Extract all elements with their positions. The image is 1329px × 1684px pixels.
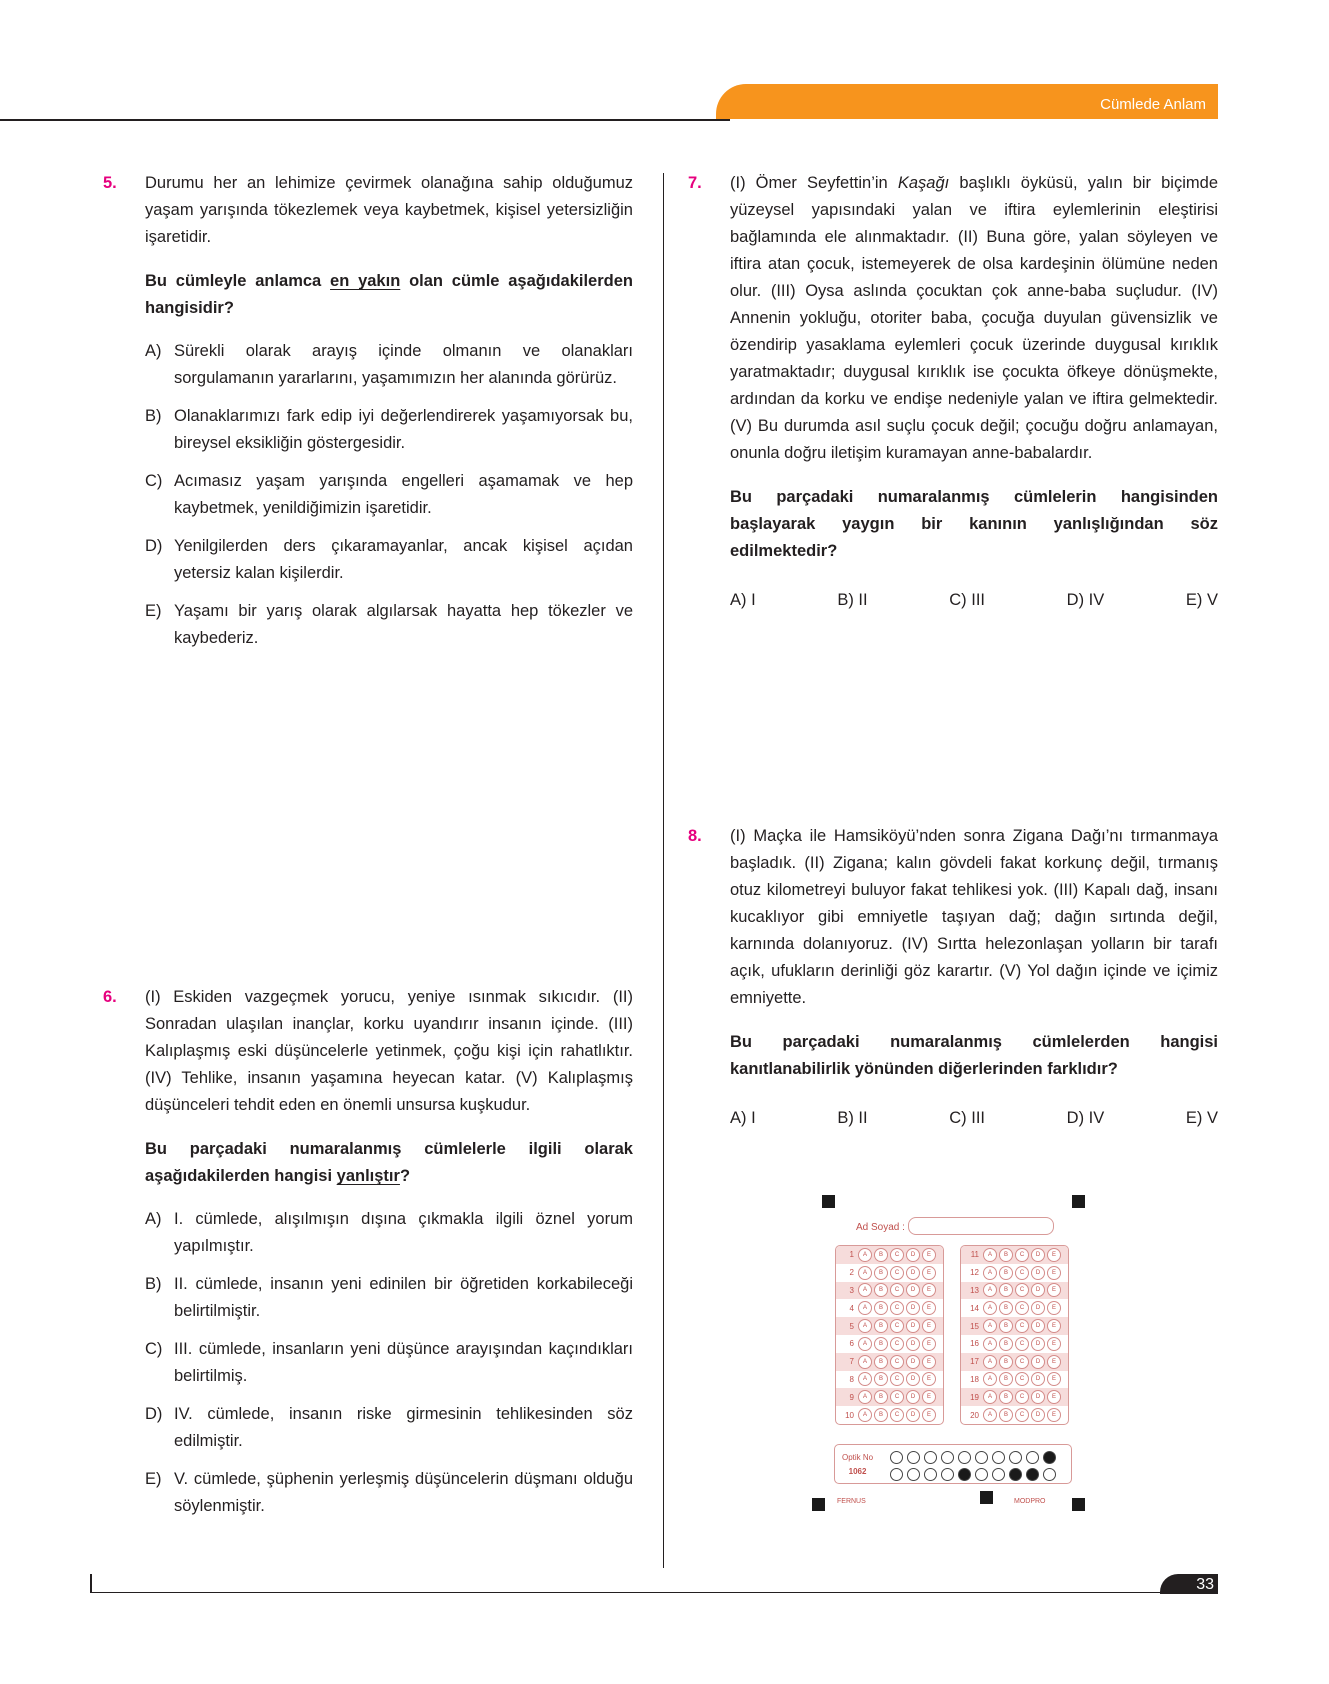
optik-bubble-empty[interactable] [958, 1451, 971, 1464]
optical-answer-form [818, 1195, 1078, 1515]
option-text: III. cümlede, insanların yeni düşünce arayışından kaçındıkları belirtilmiş. [174, 1340, 633, 1385]
form-answer-bubble[interactable]: C [1015, 1319, 1029, 1333]
form-answer-bubble[interactable]: C [890, 1266, 904, 1280]
optik-bubble-row [890, 1449, 1060, 1466]
form-answer-bubble[interactable]: E [922, 1372, 936, 1386]
form-question-number: 19 [970, 1392, 979, 1402]
form-answer-bubble[interactable]: D [906, 1390, 920, 1404]
option-letter: C) [145, 472, 163, 490]
option-text: I. cümlede, alışılmışın dışına çıkmakla ilgili öznel yorum yapılmıştır. [174, 1210, 633, 1255]
form-answer-bubble[interactable]: E [1047, 1337, 1061, 1351]
question-number: 7. [688, 174, 702, 192]
form-answer-row [961, 1246, 1068, 1264]
question-stem: (I) Maçka ile Hamsiköyü’nden sonra Zigana Dağı’nı tırmanmaya başladık. (II) Zigana; kalın gövdeli fakat korkunç değil, tırmanış otuz kilometreyi buluyor fakat tehlikesi yok. (III) Kapalı dağ, insanı kucaklıyor gibi emniyetle taşıyan dağ; dağın sırtında değil, karnında dolanıyoruz. (IV) Sırtta helezonlaşan yolların bir tarafı açık, ufukların derinliği göz karartır. (V) Yol dağın içinde ve içimiz emniyette. [730, 827, 1218, 1007]
form-corner-mark [812, 1498, 825, 1511]
form-answer-bubble[interactable]: D [1031, 1283, 1045, 1297]
form-answer-bubble[interactable]: C [890, 1355, 904, 1369]
optik-bubble-empty[interactable] [941, 1468, 954, 1481]
form-answer-bubble[interactable]: D [1031, 1355, 1045, 1369]
question-5 [103, 170, 633, 663]
form-answer-bubble[interactable]: D [906, 1337, 920, 1351]
optik-bubble-filled[interactable] [1026, 1468, 1039, 1481]
form-answer-bubble[interactable]: A [983, 1337, 997, 1351]
option-text: Yaşamı bir yarış olarak algılarsak hayatta hep tökezler ve kaybederiz. [174, 602, 633, 647]
form-question-number: 9 [849, 1392, 854, 1402]
form-answer-bubble[interactable]: C [890, 1337, 904, 1351]
form-answer-bubble[interactable]: B [999, 1248, 1013, 1262]
form-answer-row [836, 1282, 943, 1300]
form-answer-bubble[interactable]: C [1015, 1266, 1029, 1280]
option-d[interactable] [145, 533, 633, 587]
form-name-label: Ad Soyad : [856, 1222, 905, 1233]
form-answer-bubble[interactable]: C [1015, 1372, 1029, 1386]
prompt-part: Bu parçadaki numaralanmış cümlelerle ilgili olarak aşağıdakilerden hangisi [145, 1140, 633, 1185]
form-answer-bubble[interactable]: B [999, 1408, 1013, 1422]
question-7 [688, 170, 1218, 614]
question-6 [103, 984, 633, 1531]
optik-bubble-empty[interactable] [890, 1451, 903, 1464]
form-question-number: 12 [970, 1268, 979, 1278]
form-answer-bubble[interactable]: D [906, 1248, 920, 1262]
form-answer-bubble[interactable]: D [1031, 1248, 1045, 1262]
form-question-number: 3 [849, 1285, 854, 1295]
form-answer-row [836, 1317, 943, 1335]
form-optik-label [842, 1451, 873, 1479]
prompt-part: Bu cümleyle anlamca [145, 272, 331, 290]
optik-bubble-empty[interactable] [1043, 1468, 1056, 1481]
form-answer-bubble[interactable]: B [874, 1372, 888, 1386]
form-question-number: 10 [845, 1410, 854, 1420]
option-letter: B) [145, 407, 162, 425]
form-answer-bubble[interactable]: E [1047, 1319, 1061, 1333]
option-e[interactable]: E) V [1185, 591, 1218, 609]
footer-rule [90, 1592, 1218, 1593]
form-question-number: 1 [849, 1250, 854, 1260]
option-letter: C) [145, 1340, 163, 1358]
form-answer-bubble[interactable]: C [1015, 1248, 1029, 1262]
form-answer-bubble[interactable]: B [874, 1390, 888, 1404]
form-corner-mark [1072, 1498, 1085, 1511]
form-answer-column-1 [835, 1245, 944, 1425]
form-answer-bubble[interactable]: C [1015, 1355, 1029, 1369]
option-c[interactable]: C) III [949, 1109, 985, 1127]
form-answer-row [836, 1264, 943, 1282]
optik-bubble-empty[interactable] [992, 1468, 1005, 1481]
form-answer-bubble[interactable]: C [890, 1390, 904, 1404]
optik-bubble-empty[interactable] [975, 1468, 988, 1481]
form-answer-bubble[interactable]: A [858, 1372, 872, 1386]
form-answer-bubble[interactable]: A [983, 1372, 997, 1386]
form-answer-bubble[interactable]: D [1031, 1390, 1045, 1404]
form-answer-bubble[interactable]: C [1015, 1301, 1029, 1315]
optik-bubble-empty[interactable] [924, 1451, 937, 1464]
form-answer-bubble[interactable]: D [1031, 1319, 1045, 1333]
form-question-number: 4 [849, 1303, 854, 1313]
form-answer-row [961, 1282, 1068, 1300]
form-answer-bubble[interactable]: E [922, 1319, 936, 1333]
form-answer-bubble[interactable]: D [906, 1372, 920, 1386]
form-answer-bubble[interactable]: B [999, 1355, 1013, 1369]
form-answer-row [961, 1264, 1068, 1282]
form-answer-row [961, 1317, 1068, 1335]
option-c[interactable] [145, 468, 633, 522]
form-question-number: 16 [970, 1339, 979, 1349]
option-a[interactable]: A) I [730, 591, 756, 609]
form-name-field[interactable] [908, 1217, 1054, 1235]
form-answer-bubble[interactable]: B [874, 1408, 888, 1422]
section-header-tab [716, 84, 1218, 119]
form-answer-bubble[interactable]: D [906, 1266, 920, 1280]
option-letter: B) [145, 1275, 162, 1293]
form-question-number: 11 [970, 1250, 979, 1260]
form-answer-bubble[interactable]: E [922, 1408, 936, 1422]
form-answer-bubble[interactable]: E [1047, 1266, 1061, 1280]
form-answer-row [836, 1335, 943, 1353]
options-list [145, 338, 633, 652]
form-question-number: 14 [970, 1303, 979, 1313]
option-letter: D) [145, 1405, 163, 1423]
form-answer-row [961, 1371, 1068, 1389]
optik-bubble-filled[interactable] [1009, 1468, 1022, 1481]
form-corner-mark [1072, 1195, 1085, 1208]
form-answer-bubble[interactable]: D [906, 1301, 920, 1315]
form-answer-row [836, 1353, 943, 1371]
option-text: IV. cümlede, insanın riske girmesinin tehlikesinden söz edilmiştir. [174, 1405, 633, 1450]
question-number: 6. [103, 988, 117, 1006]
form-answer-bubble[interactable]: C [890, 1319, 904, 1333]
form-answer-row [961, 1406, 1068, 1424]
optik-bubble-empty[interactable] [907, 1451, 920, 1464]
form-answer-bubble[interactable]: E [922, 1301, 936, 1315]
form-answer-bubble[interactable]: B [874, 1319, 888, 1333]
optik-bubble-empty[interactable] [1026, 1451, 1039, 1464]
form-answer-bubble[interactable]: C [1015, 1283, 1029, 1297]
options-row [730, 587, 1218, 614]
question-stem: Durumu her an lehimize çevirmek olanağına sahip olduğumuz yaşam yarışında tökezlemek veya kaybetmek, kişisel yetersizliğin işaretidir. [145, 174, 633, 246]
stem-part: başlıklı öyküsü, yalın bir biçimde yüzeysel yapısındaki yalan ve iftira eylemlerinin eleştirisi bağlamında ele alınmaktadır. (II) Buna göre, yalan söyleyen ve iftira atan çocuk, istemeyerek de olsa kardeşinin ölümüne neden olur. (III) Oysa aslında çocuktan çok anne-baba suçludur. (IV) Annenin yokluğu, otoriter baba, çocuğa duyulan güvensizlik ve özendirip yasaklama eylemleri çocuk üzerinde duygusal kırıklık yaratmaktadır; duygusal kırıklık ise çocukta öfkeye dönüşmekte, ardından da korku ve endişe nedeniyle yalan ve iftira gelmektedir. (V) Bu durumda asıl suçlu çocuk değil; çocuğu doğru anlamayan, onunla doğru iletişim kuramayan anne-babalardır. [730, 174, 1218, 462]
optik-bubble-filled[interactable] [958, 1468, 971, 1481]
question-prompt: Bu parçadaki numaralanmış cümlelerden hangisi kanıtlanabilirlik yönünden diğerlerinden farklıdır? [730, 1033, 1218, 1078]
question-number: 8. [688, 827, 702, 845]
form-question-number: 13 [970, 1285, 979, 1295]
form-answer-bubble[interactable]: D [906, 1408, 920, 1422]
form-brand-left: FERNUS [837, 1498, 866, 1505]
section-title: Cümlede Anlam [1100, 96, 1206, 113]
form-answer-bubble[interactable]: A [858, 1408, 872, 1422]
optik-bubble-empty[interactable] [924, 1468, 937, 1481]
stem-part: (I) Ömer Seyfettin’in [730, 174, 898, 192]
form-answer-row [836, 1388, 943, 1406]
form-answer-bubble[interactable]: E [1047, 1408, 1061, 1422]
form-answer-row [836, 1246, 943, 1264]
option-d[interactable]: D) IV [1066, 591, 1105, 609]
form-answer-bubble[interactable]: C [890, 1283, 904, 1297]
header-rule [0, 119, 730, 121]
option-d[interactable] [145, 1401, 633, 1455]
optik-bubbles [890, 1449, 1060, 1483]
option-letter: E) [145, 602, 162, 620]
option-c[interactable] [145, 1336, 633, 1390]
option-b[interactable]: B) II [837, 591, 868, 609]
form-answer-row [961, 1335, 1068, 1353]
story-title: Kaşağı [897, 174, 950, 192]
column-divider [663, 173, 664, 1568]
form-answer-bubble[interactable]: B [874, 1337, 888, 1351]
form-question-number: 2 [849, 1268, 854, 1278]
form-answer-bubble[interactable]: A [858, 1266, 872, 1280]
option-letter: E) [145, 1470, 162, 1488]
optik-bubble-empty[interactable] [975, 1451, 988, 1464]
form-answer-bubble[interactable]: D [1031, 1301, 1045, 1315]
question-8 [688, 823, 1218, 1132]
form-answer-bubble[interactable]: B [874, 1301, 888, 1315]
form-answer-bubble[interactable]: A [983, 1283, 997, 1297]
form-answer-bubble[interactable]: A [983, 1266, 997, 1280]
form-answer-bubble[interactable]: B [874, 1266, 888, 1280]
form-answer-bubble[interactable]: A [858, 1283, 872, 1297]
form-question-number: 8 [849, 1374, 854, 1384]
option-a[interactable] [145, 338, 633, 392]
option-text: Sürekli olarak arayış içinde olmanın ve olanakları sorgulamanın yararlarını, yaşamımızın her alanında görürüz. [174, 342, 633, 387]
option-text: Acımasız yaşam yarışında engelleri aşamamak ve hep kaybetmek, yenildiğimizin işaretidir. [174, 472, 633, 517]
form-answer-bubble[interactable]: A [858, 1390, 872, 1404]
form-answer-bubble[interactable]: E [1047, 1248, 1061, 1262]
form-question-number: 6 [849, 1339, 854, 1349]
form-answer-bubble[interactable]: A [983, 1355, 997, 1369]
form-answer-bubble[interactable]: B [874, 1248, 888, 1262]
option-text: Olanaklarımızı fark edip iyi değerlendirerek yaşamıyorsak bu, bireysel eksikliğin göstergesidir. [174, 407, 633, 452]
form-answer-bubble[interactable]: A [858, 1337, 872, 1351]
form-answer-bubble[interactable]: A [983, 1408, 997, 1422]
option-b[interactable] [145, 1271, 633, 1325]
form-answer-column-2 [960, 1245, 1069, 1425]
form-answer-bubble[interactable]: E [922, 1390, 936, 1404]
form-optik-box [834, 1444, 1072, 1484]
optik-number: 1062 [848, 1467, 867, 1476]
prompt-part: ? [399, 1167, 411, 1185]
option-b[interactable]: B) II [837, 1109, 868, 1127]
options-list [145, 1206, 633, 1520]
form-answer-bubble[interactable]: D [906, 1283, 920, 1297]
option-a[interactable]: A) I [730, 1109, 756, 1127]
form-answer-bubble[interactable]: C [1015, 1390, 1029, 1404]
form-question-number: 15 [970, 1321, 979, 1331]
form-answer-bubble[interactable]: E [1047, 1372, 1061, 1386]
form-answer-bubble[interactable]: C [890, 1372, 904, 1386]
optik-bubble-filled[interactable] [1043, 1451, 1056, 1464]
form-answer-bubble[interactable]: C [890, 1408, 904, 1422]
form-answer-row [961, 1388, 1068, 1406]
form-answer-bubble[interactable]: C [1015, 1408, 1029, 1422]
form-answer-bubble[interactable]: C [890, 1248, 904, 1262]
form-answer-bubble[interactable]: A [858, 1355, 872, 1369]
question-stem [730, 170, 1218, 467]
optik-bubble-row [890, 1466, 1060, 1483]
form-answer-bubble[interactable]: D [906, 1355, 920, 1369]
form-answer-bubble[interactable]: D [1031, 1266, 1045, 1280]
form-corner-mark [822, 1195, 835, 1208]
prompt-underlined: en yakın [330, 272, 401, 290]
form-answer-bubble[interactable]: D [1031, 1372, 1045, 1386]
option-text: Yenilgilerden ders çıkaramayanlar, ancak kişisel açıdan yetersiz kalan kişilerdir. [174, 537, 633, 582]
footer-tick [90, 1574, 92, 1593]
option-c[interactable]: C) III [949, 591, 985, 609]
form-question-number: 7 [849, 1357, 854, 1367]
form-answer-bubble[interactable]: B [999, 1390, 1013, 1404]
form-answer-bubble[interactable]: A [858, 1248, 872, 1262]
form-answer-bubble[interactable]: B [999, 1337, 1013, 1351]
form-answer-bubble[interactable]: E [922, 1248, 936, 1262]
question-prompt [145, 268, 633, 322]
form-answer-bubble[interactable]: B [874, 1283, 888, 1297]
form-answer-row [836, 1299, 943, 1317]
form-answer-bubble[interactable]: E [922, 1355, 936, 1369]
prompt-part: olan cümle aşağıdakilerden hangisidir? [145, 272, 633, 317]
option-b[interactable] [145, 403, 633, 457]
form-brand-right: MODPRO [1014, 1498, 1046, 1505]
option-text: V. cümlede, şüphenin yerleşmiş düşüncelerin düşmanı olduğu söylenmiştir. [174, 1470, 633, 1515]
option-text: II. cümlede, insanın yeni edinilen bir öğretiden korkabileceği belirtilmiştir. [174, 1275, 633, 1320]
optik-bubble-empty[interactable] [941, 1451, 954, 1464]
form-answer-row [836, 1406, 943, 1424]
question-stem: (I) Eskiden vazgeçmek yorucu, yeniye ısınmak sıkıcıdır. (II) Sonradan ulaşılan inançlar, korku uyandırır insanın içinde. (III) Kalıplaşmış eski düşüncelerle yetinmek, çoğu kişi için rahatlıktır. (IV) Tehlike, insanın yaşamına heyecan katar. (V) Kalıplaşmış düşünceleri tehdit eden en önemli unsursa kuşkudur. [145, 988, 633, 1114]
question-prompt [145, 1136, 633, 1190]
option-e[interactable] [145, 598, 633, 652]
form-answer-bubble[interactable]: B [999, 1319, 1013, 1333]
form-answer-bubble[interactable]: A [983, 1390, 997, 1404]
form-answer-row [961, 1299, 1068, 1317]
option-letter: A) [145, 342, 162, 360]
form-question-number: 20 [970, 1410, 979, 1420]
option-e[interactable]: E) V [1185, 1109, 1218, 1127]
form-answer-bubble[interactable]: C [1015, 1337, 1029, 1351]
form-answer-bubble[interactable]: D [1031, 1408, 1045, 1422]
form-question-number: 17 [970, 1357, 979, 1367]
form-answer-bubble[interactable]: E [922, 1266, 936, 1280]
option-e[interactable] [145, 1466, 633, 1520]
optik-bubble-empty[interactable] [992, 1451, 1005, 1464]
form-corner-mark [980, 1491, 993, 1504]
question-number: 5. [103, 174, 117, 192]
form-answer-bubble[interactable]: D [1031, 1337, 1045, 1351]
form-answer-bubble[interactable]: A [983, 1301, 997, 1315]
optik-bubble-empty[interactable] [907, 1468, 920, 1481]
form-answer-row [836, 1371, 943, 1389]
form-answer-bubble[interactable]: B [999, 1283, 1013, 1297]
option-d[interactable]: D) IV [1066, 1109, 1105, 1127]
form-answer-bubble[interactable]: A [983, 1319, 997, 1333]
prompt-underlined: yanlıştır [336, 1167, 400, 1185]
form-question-number: 5 [849, 1321, 854, 1331]
optik-bubble-empty[interactable] [890, 1468, 903, 1481]
form-answer-bubble[interactable]: D [906, 1319, 920, 1333]
option-letter: A) [145, 1210, 162, 1228]
form-answer-bubble[interactable]: E [1047, 1301, 1061, 1315]
form-answer-bubble[interactable]: A [858, 1301, 872, 1315]
form-answer-bubble[interactable]: E [1047, 1355, 1061, 1369]
question-prompt: Bu parçadaki numaralanmış cümlelerin hangisinden başlayarak yaygın bir kanının yanlışlığından söz edilmektedir? [730, 488, 1218, 560]
page-number: 33 [1160, 1574, 1218, 1594]
form-answer-row [961, 1353, 1068, 1371]
option-a[interactable] [145, 1206, 633, 1260]
optik-label-text: Optik No [842, 1453, 874, 1462]
form-answer-bubble[interactable]: B [999, 1372, 1013, 1386]
form-answer-bubble[interactable]: B [999, 1301, 1013, 1315]
form-answer-bubble[interactable]: B [999, 1266, 1013, 1280]
form-answer-bubble[interactable]: B [874, 1355, 888, 1369]
optik-bubble-empty[interactable] [1009, 1451, 1022, 1464]
form-answer-bubble[interactable]: E [1047, 1390, 1061, 1404]
options-row [730, 1105, 1218, 1132]
form-question-number: 18 [970, 1374, 979, 1384]
form-answer-bubble[interactable]: A [858, 1319, 872, 1333]
option-letter: D) [145, 537, 163, 555]
form-answer-bubble[interactable]: E [922, 1337, 936, 1351]
form-answer-bubble[interactable]: E [922, 1283, 936, 1297]
form-answer-bubble[interactable]: A [983, 1248, 997, 1262]
form-answer-bubble[interactable]: C [890, 1301, 904, 1315]
form-answer-bubble[interactable]: E [1047, 1283, 1061, 1297]
